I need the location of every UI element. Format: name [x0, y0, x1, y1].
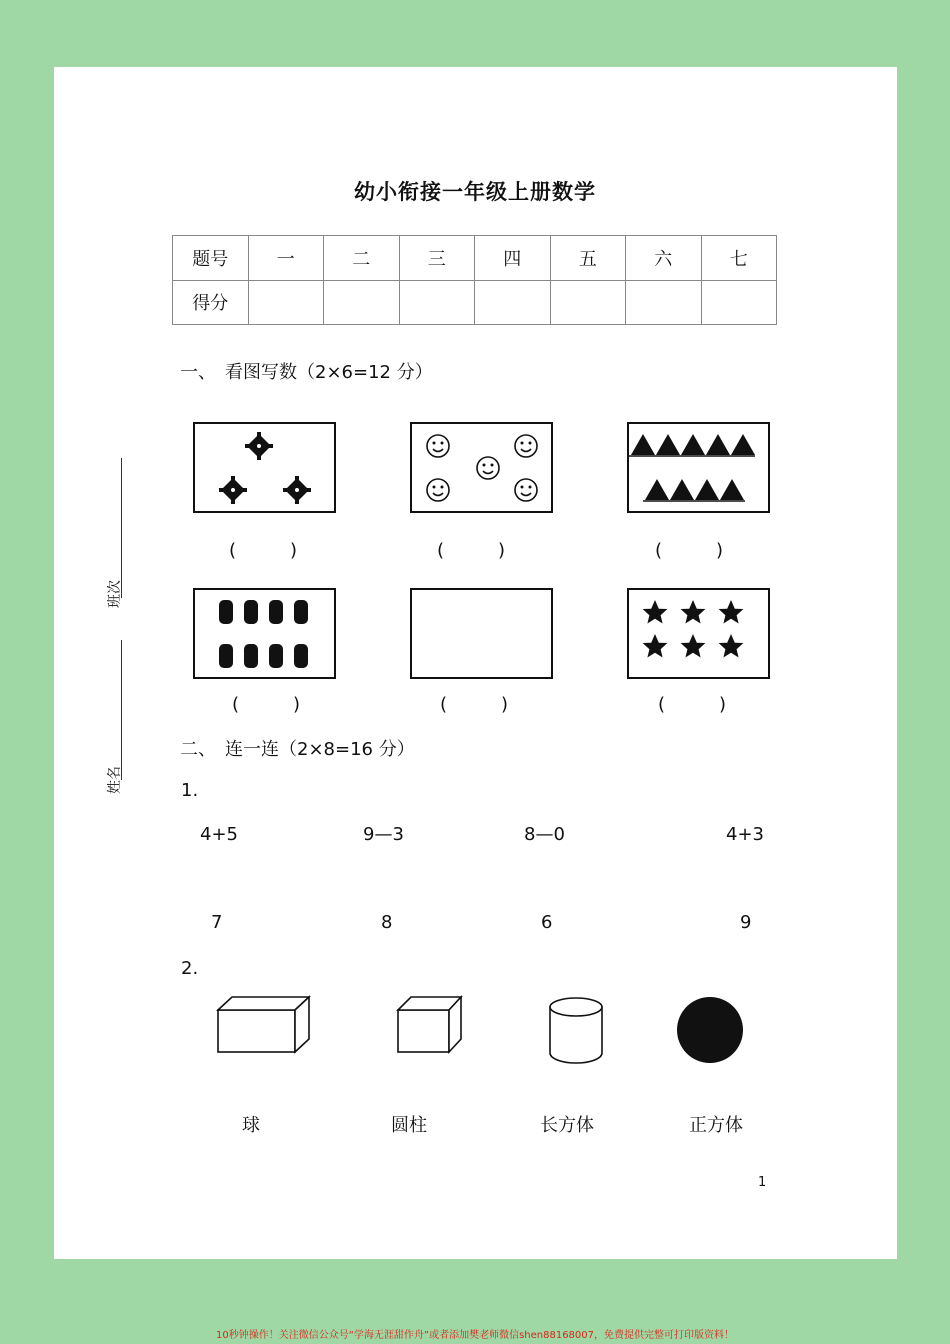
answer-blank[interactable]: ( )	[232, 694, 301, 715]
answer-blank[interactable]: ( )	[440, 694, 509, 715]
header-cell: 题号	[173, 236, 249, 281]
header-cell: 六	[626, 236, 702, 281]
sphere-icon[interactable]	[675, 995, 747, 1067]
blobs-icon	[195, 590, 334, 677]
header-cell: 四	[475, 236, 551, 281]
class-line	[121, 458, 122, 598]
header-cell: 二	[324, 236, 400, 281]
cube-icon[interactable]	[395, 994, 465, 1056]
shape-name[interactable]: 圆柱	[391, 1115, 427, 1136]
score-cell[interactable]	[550, 280, 626, 325]
expression[interactable]: 8—0	[524, 824, 565, 845]
answer-blank[interactable]: ( )	[658, 694, 727, 715]
header-cell: 三	[399, 236, 475, 281]
expression[interactable]: 4+5	[200, 824, 238, 845]
score-cell[interactable]	[626, 280, 702, 325]
section2-heading: 二、 连一连（2×8=16 分）	[180, 739, 415, 760]
score-table	[172, 235, 777, 325]
score-table-header-row	[173, 236, 777, 281]
page-number: 1	[758, 1175, 767, 1190]
expression[interactable]: 9—3	[363, 824, 404, 845]
score-cell[interactable]	[475, 280, 551, 325]
picture-box-stars	[627, 588, 770, 679]
score-cell[interactable]	[324, 280, 400, 325]
shape-name[interactable]: 正方体	[689, 1115, 743, 1136]
score-cell[interactable]	[248, 280, 324, 325]
score-row-label: 得分	[173, 280, 249, 325]
smiley-icon	[412, 424, 551, 511]
question-1-label: 1.	[181, 780, 199, 801]
diamonds-icon	[195, 424, 334, 511]
cylinder-icon[interactable]	[546, 995, 606, 1067]
answer-blank[interactable]: ( )	[437, 540, 506, 561]
header-cell: 五	[550, 236, 626, 281]
score-cell[interactable]	[701, 280, 777, 325]
answer-number[interactable]: 9	[740, 912, 752, 933]
name-line	[121, 640, 122, 780]
header-cell: 一	[248, 236, 324, 281]
answer-blank[interactable]: ( )	[655, 540, 724, 561]
shape-name[interactable]: 球	[242, 1115, 260, 1136]
header-cell: 七	[701, 236, 777, 281]
name-label: 姓名	[107, 766, 123, 794]
picture-box-smileys	[410, 422, 553, 513]
triangles-icon	[629, 424, 768, 511]
answer-number[interactable]: 6	[541, 912, 553, 933]
score-table-score-row	[173, 280, 777, 325]
picture-box-diamonds	[193, 422, 336, 513]
score-cell[interactable]	[399, 280, 475, 325]
answer-number[interactable]: 7	[211, 912, 223, 933]
page-title: 幼小衔接一年级上册数学	[354, 180, 596, 204]
answer-blank[interactable]: ( )	[229, 540, 298, 561]
footer-notice: 10秒钟操作！关注微信公众号“学海无涯甜作舟”或者添加樊老师微信shen88168007，免费提供完整可打印版资料！	[215, 1330, 735, 1341]
class-label: 班次	[107, 580, 123, 608]
picture-box-triangles	[627, 422, 770, 513]
picture-box-blobs	[193, 588, 336, 679]
question-2-label: 2.	[181, 958, 199, 979]
cuboid-icon[interactable]	[215, 994, 311, 1056]
star-icon	[629, 590, 768, 677]
shape-name[interactable]: 长方体	[540, 1115, 594, 1136]
picture-box-empty	[410, 588, 553, 679]
section1-heading: 一、 看图写数（2×6=12 分）	[180, 362, 433, 383]
answer-number[interactable]: 8	[381, 912, 393, 933]
expression[interactable]: 4+3	[726, 824, 764, 845]
